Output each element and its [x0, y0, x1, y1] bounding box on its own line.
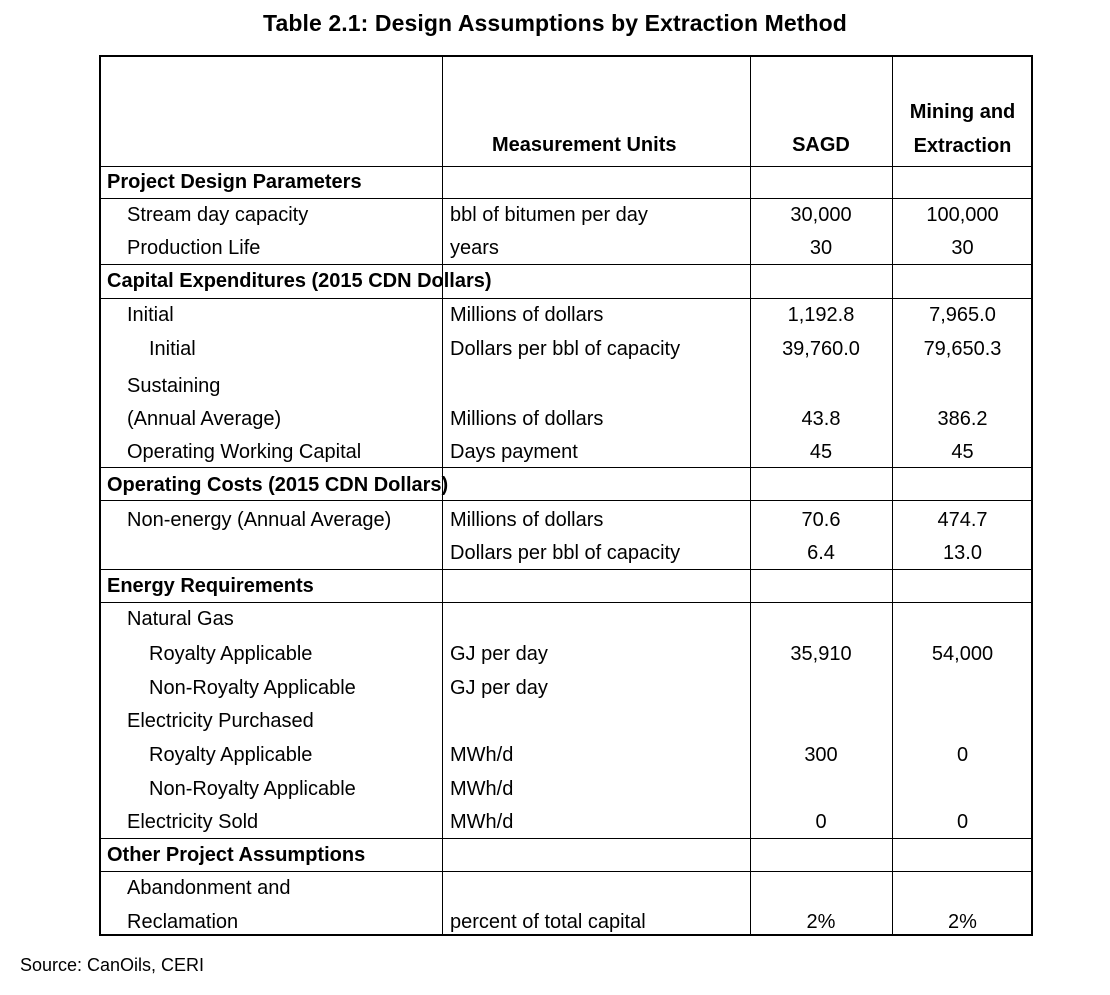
row-sagd-value: 2%	[806, 911, 836, 933]
row-label: Initial	[127, 304, 174, 326]
row-mining-value: 2%	[948, 911, 977, 933]
row-label: Operating Working Capital	[127, 441, 362, 463]
row-mining-value: 54,000	[931, 643, 994, 665]
row-mining-value: 13.0	[943, 542, 982, 564]
section-header-row	[101, 165, 1031, 199]
row-mining-value: 100,000	[926, 204, 999, 226]
table-row	[101, 704, 1031, 738]
row-label: Natural Gas	[127, 608, 234, 630]
row-label: Project Design Parameters	[107, 171, 362, 193]
row-label: Abandonment and	[127, 877, 291, 899]
table-row	[101, 369, 1031, 403]
table-row	[101, 298, 1031, 332]
row-mining-value: 79,650.3	[923, 338, 1002, 360]
table-row	[101, 905, 1031, 939]
table-row	[101, 332, 1031, 366]
row-label: Non-Royalty Applicable	[149, 677, 356, 699]
row-sagd-value: 35,910	[790, 643, 852, 665]
table-row	[101, 772, 1031, 806]
row-units: Millions of dollars	[450, 509, 604, 531]
table-row	[101, 435, 1031, 469]
row-units: GJ per day	[450, 677, 548, 699]
row-label: Reclamation	[127, 911, 239, 933]
row-label: Initial	[149, 338, 196, 360]
table-row	[101, 805, 1031, 839]
row-mining-value: 474.7	[937, 509, 988, 531]
row-sagd-value: 43.8	[801, 408, 841, 430]
table-row	[101, 738, 1031, 772]
row-label: Royalty Applicable	[149, 744, 313, 766]
row-units: GJ per day	[450, 643, 548, 665]
row-label: Stream day capacity	[127, 204, 309, 226]
row-units: MWh/d	[450, 744, 514, 766]
row-sagd-value: 39,760.0	[782, 338, 860, 360]
table-title: Table 2.1: Design Assumptions by Extraction Method	[263, 10, 847, 36]
row-label: Operating Costs (2015 CDN Dollars)	[107, 474, 449, 496]
row-mining-value: 30	[951, 237, 974, 259]
table-row	[101, 637, 1031, 671]
table-row	[101, 231, 1031, 265]
row-sagd-value: 70.6	[801, 509, 841, 531]
row-label: Electricity Purchased	[127, 710, 314, 732]
row-sagd-value: 0	[815, 811, 827, 833]
row-mining-value: 386.2	[937, 408, 988, 430]
row-mining-value: 7,965.0	[929, 304, 996, 326]
table-row	[101, 402, 1031, 436]
header-units: Measurement Units	[492, 134, 677, 156]
row-label: Energy Requirements	[107, 575, 314, 597]
table-row	[101, 536, 1031, 570]
row-mining-value: 0	[956, 744, 969, 766]
row-mining-value: 0	[956, 811, 969, 833]
row-units: MWh/d	[450, 811, 514, 833]
table-row	[101, 602, 1031, 636]
assumptions-table	[99, 55, 1033, 936]
row-label: Non-Royalty Applicable	[149, 778, 356, 800]
row-units: Days payment	[450, 441, 578, 463]
row-sagd-value: 30,000	[790, 204, 852, 226]
row-sagd-value: 30	[809, 237, 833, 259]
section-header-row	[101, 569, 1031, 603]
row-label: Sustaining	[127, 375, 221, 397]
section-header-row	[101, 264, 1031, 298]
row-label: Electricity Sold	[127, 811, 259, 833]
header-sagd: SAGD	[792, 134, 850, 156]
table-row	[101, 503, 1031, 537]
table-row	[101, 871, 1031, 905]
section-header-row	[101, 468, 1031, 502]
row-units: Dollars per bbl of capacity	[450, 542, 681, 564]
row-label: Other Project Assumptions	[107, 844, 366, 866]
row-units: Millions of dollars	[450, 304, 604, 326]
row-units: bbl of bitumen per day	[450, 204, 648, 226]
table-row	[101, 671, 1031, 705]
row-label: Production Life	[127, 237, 261, 259]
row-label: Capital Expenditures (2015 CDN Dollars)	[107, 270, 492, 292]
section-header-row	[101, 838, 1031, 872]
row-units: years	[450, 237, 499, 259]
row-label: (Annual Average)	[127, 408, 282, 430]
row-sagd-value: 300	[804, 744, 838, 766]
row-units: percent of total capital	[450, 911, 646, 933]
header-mining-line1: Mining and	[909, 101, 1016, 123]
row-label: Non-energy (Annual Average)	[127, 509, 392, 531]
row-label: Royalty Applicable	[149, 643, 313, 665]
row-units: Dollars per bbl of capacity	[450, 338, 681, 360]
header-mining-line2: Extraction	[913, 135, 1012, 157]
row-units: Millions of dollars	[450, 408, 604, 430]
row-sagd-value: 6.4	[807, 542, 835, 564]
row-sagd-value: 45	[809, 441, 833, 463]
source-note: Source: CanOils, CERI	[20, 955, 205, 975]
row-sagd-value: 1,192.8	[787, 304, 855, 326]
table-row	[101, 198, 1031, 232]
row-mining-value: 45	[951, 441, 974, 463]
row-units: MWh/d	[450, 778, 514, 800]
